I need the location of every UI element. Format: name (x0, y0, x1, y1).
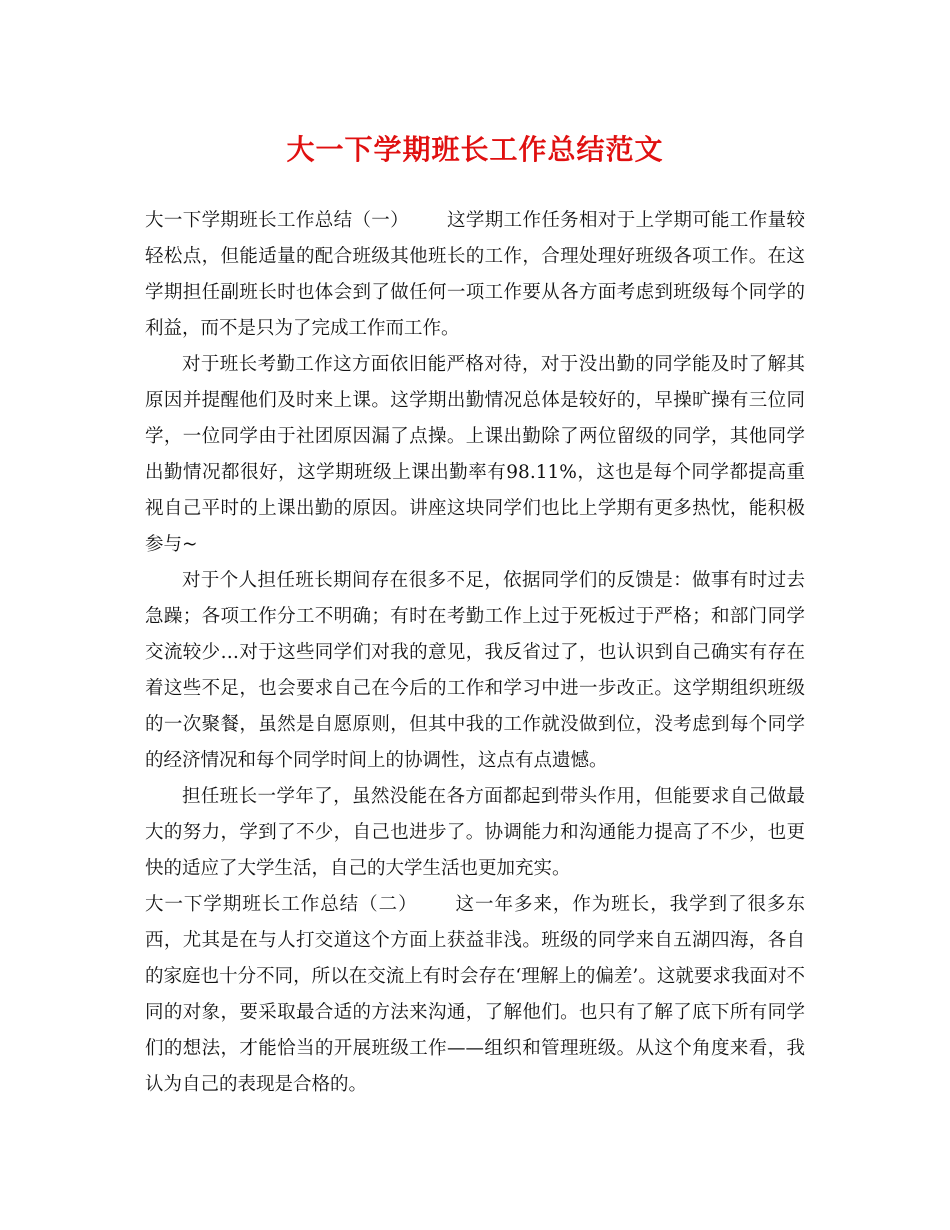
section2-para1-text: 这一年多来，作为班长，我学到了很多东西，尤其是在与人打交道这个方面上获益非浅。班级的同学来自五湖四海，各自的家庭也十分不同，所以在交流上有时会存在‘理解上的偏差’。这就要求我面对不同的对象，要采取最合适的方法来沟通，了解他们。也只有了解了底下所有同学们的想法，才能恰当的开展班级工作——组织和管理班级。从这个角度来看，我认为自己的表现是合格的。 (145, 894, 805, 1095)
section2-heading: 大一下学期班长工作总结（二） (145, 894, 418, 915)
section1-paragraph-1 (145, 203, 805, 347)
section1-para1-text: 这学期工作任务相对于上学期可能工作量较轻松点，但能适量的配合班级其他班长的工作，合理处理好班级各项工作。在这学期担任副班长时也体会到了做任何一项工作要从各方面考虑到班级每个同学的利益，而不是只为了完成工作而工作。 (145, 210, 805, 339)
section1-paragraph-4: 担任班长一学年了，虽然没能在各方面都起到带头作用，但能要求自己做最大的努力，学到了不少，自己也进步了。协调能力和沟通能力提高了不少，也更快的适应了大学生活，自己的大学生活也更加充实。 (145, 786, 805, 879)
section2-paragraph-1 (145, 887, 805, 1103)
section1-paragraph-3: 对于个人担任班长期间存在很多不足，依据同学们的反馈是：做事有时过去急躁；各项工作分工不明确；有时在考勤工作上过于死板过于严格；和部门同学交流较少…对于这些同学们对我的意见，我反省过了，也认识到自己确实有存在着这些不足，也会要求自己在今后的工作和学习中进一步改正。这学期组织班级的一次聚餐，虽然是自愿原则，但其中我的工作就没做到位，没考虑到每个同学的经济情况和每个同学时间上的协调性，这点有点遗憾。 (145, 570, 805, 771)
section1-paragraph-2: 对于班长考勤工作这方面依旧能严格对待，对于没出勤的同学能及时了解其原因并提醒他们及时来上课。这学期出勤情况总体是较好的，早操旷操有三位同学，一位同学由于社团原因漏了点操。上课出勤除了两位留级的同学，其他同学出勤情况都很好，这学期班级上课出勤率有98.11%，这也是每个同学都提高重视自己平时的上课出勤的原因。讲座这块同学们也比上学期有更多热忱，能积极参与~ (145, 354, 805, 555)
document-title: 大一下学期班长工作总结范文 (286, 133, 664, 166)
document-body (145, 203, 805, 1103)
section1-heading: 大一下学期班长工作总结（一） (145, 210, 410, 231)
